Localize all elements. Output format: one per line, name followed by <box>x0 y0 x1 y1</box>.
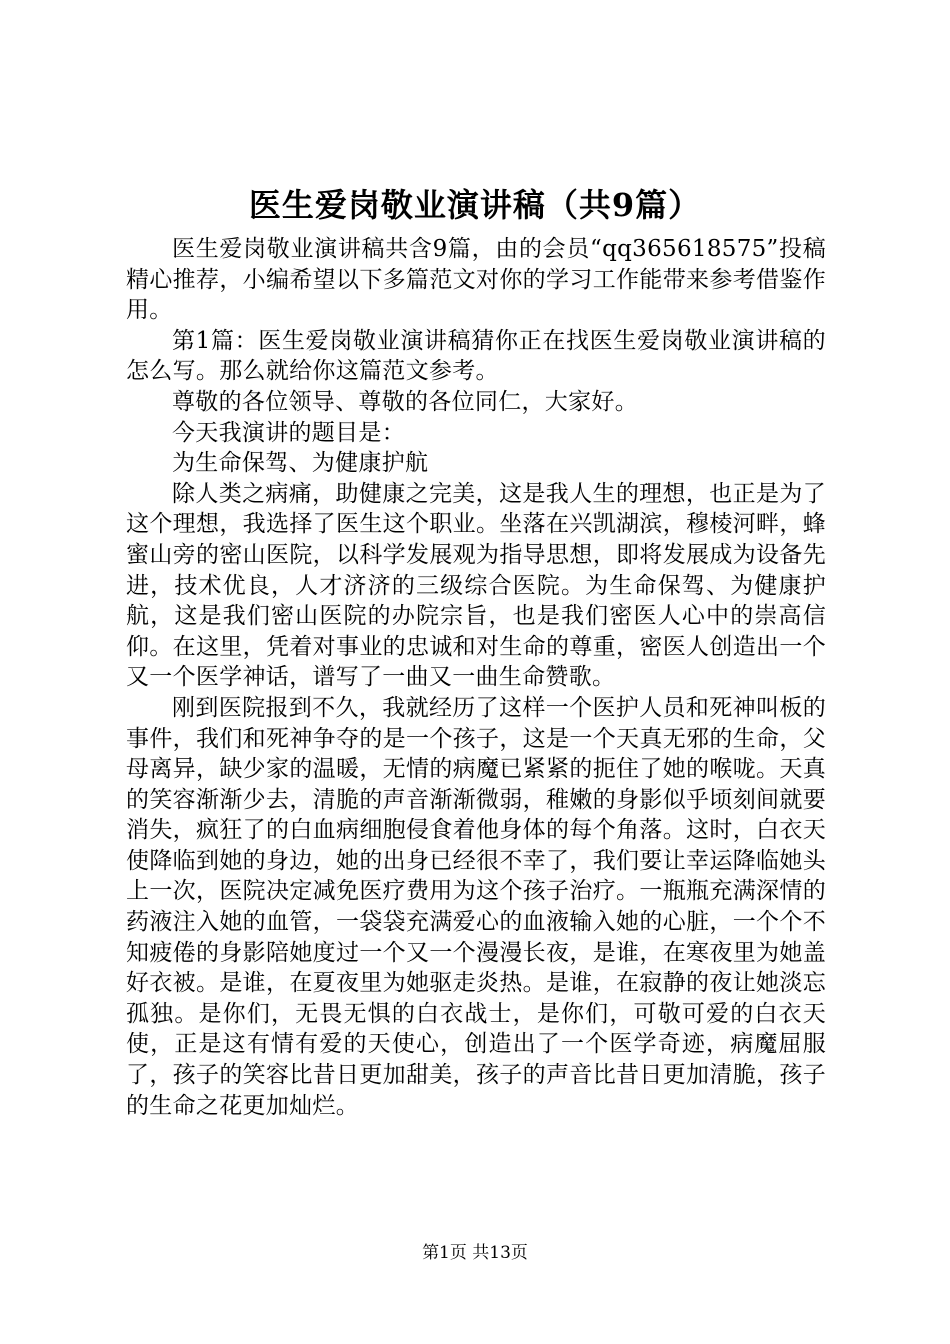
paragraph-topic: 为生命保驾、为健康护航 <box>172 450 429 477</box>
paragraph-story: 刚到医院报到不久，我就经历了这样一个医护人员和死神叫板的事件，我们和死神争夺的是一个孩子，这是一个天真无邪的生命，父母离异，缺少家的温暖，无情的病魔已紧紧的扼住了她的喉咙。天真的笑容渐渐少去，清脆的声音渐渐微弱，稚嫩的身影似乎顷刻间就要消失，疯狂了的白血病细胞侵食着他身体的每个角落。这时，白衣天使降临到她的身边，她的出身已经很不幸了，我们要让幸运降临她头上一次，医院决定减免医疗费用为这个孩子治疗。一瓶瓶充满深情的药液注入她的血管，一袋袋充满爱心的血液输入她的心脏，一个个不知疲倦的身影陪她度过一个又一个漫漫长夜，是谁，在寒夜里为她盖好衣被。是谁，在夏夜里为她驱走炎热。是谁，在寂静的夜让她淡忘孤独。是你们，无畏无惧的白衣战士，是你们，可敬可爱的白衣天使，正是这有情有爱的天使心，创造出了一个医学奇迹，病魔屈服了，孩子的笑容比昔日更加甜美，孩子的声音比昔日更加清脆，孩子的生命之花更加灿烂。 <box>126 694 826 1119</box>
paragraph-first-article: 第1篇：医生爱岗敬业演讲稿猜你正在找医生爱岗敬业演讲稿的怎么写。那么就给你这篇范文参考。 <box>126 327 826 385</box>
paragraph-topic-intro: 今天我演讲的题目是： <box>172 419 405 446</box>
paragraph-ideal: 除人类之病痛，助健康之完美，这是我人生的理想，也正是为了这个理想，我选择了医生这个职业。坐落在兴凯湖滨，穆棱河畔，蜂蜜山旁的密山医院，以科学发展观为指导思想，即将发展成为设备先进，技术优良，人才济济的三级综合医院。为生命保驾、为健康护航，这是我们密山医院的办院宗旨，也是我们密医人心中的崇高信仰。在这里，凭着对事业的忠诚和对生命的尊重，密医人创造出一个又一个医学神话，谱写了一曲又一曲生命赞歌。 <box>126 480 826 691</box>
document-body <box>126 234 826 1121</box>
document-title: 医生爱岗敬业演讲稿（共9篇） <box>248 186 702 224</box>
paragraph-greeting: 尊敬的各位领导、尊敬的各位同仁，大家好。 <box>172 388 638 415</box>
page-footer: 第1页 共13页 <box>422 1243 528 1263</box>
paragraph-intro: 医生爱岗敬业演讲稿共含9篇，由的会员“qq365618575”投稿精心推荐，小编希望以下多篇范文对你的学习工作能带来参考借鉴作用。 <box>126 236 826 324</box>
